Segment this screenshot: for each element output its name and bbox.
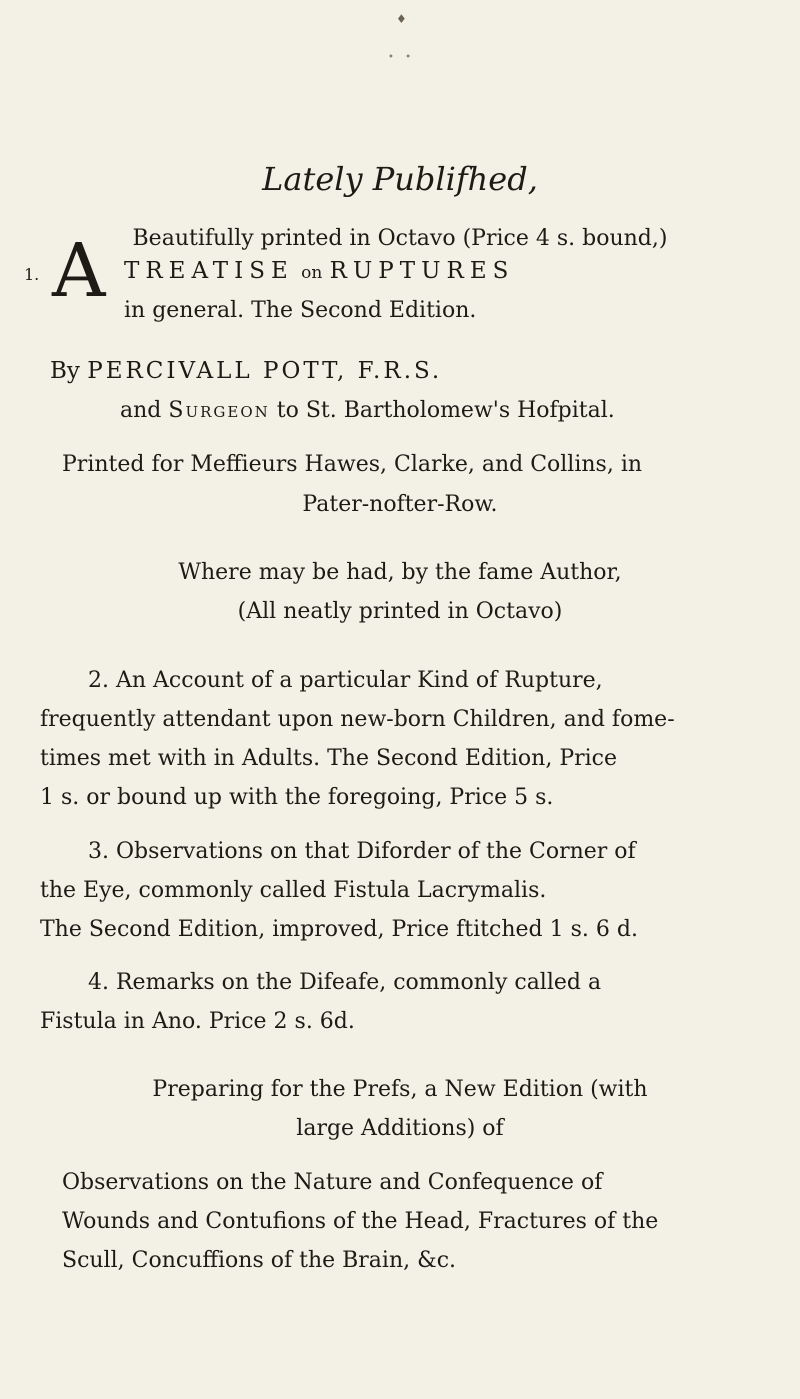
drop-cap: A (52, 228, 106, 314)
item1-line2: in general. The Second Edition. (124, 298, 477, 323)
item2-line: frequently attendant upon new-born Children, and fome- (40, 707, 675, 732)
where-line2: (All neatly printed in Octavo) (237, 599, 563, 624)
where-line1: Where may be had, by the fame Author, (178, 560, 622, 585)
printer-line1: Printed for Meffieurs Hawes, Clarke, and Collins, in (62, 452, 643, 477)
preparing-line2: large Additions) of (296, 1116, 504, 1141)
item3-line: 3. Observations on that Diforder of the Corner of (88, 839, 636, 864)
item3-line: The Second Edition, improved, Price ftitched 1 s. 6 d. (40, 917, 638, 942)
item4-line: Fistula in Ano. Price 2 s. 6d. (40, 1009, 355, 1034)
item1-title-subject: RUPTURES (329, 258, 515, 284)
top-dots: • • (388, 52, 415, 63)
preparing-line5: Scull, Concuffions of the Brain, &c. (62, 1248, 457, 1273)
author-role-and: and (120, 398, 162, 423)
item2-line: times met with in Adults. The Second Edition, Price (40, 746, 618, 771)
item2-line: 2. An Account of a particular Kind of Rupture, (88, 668, 603, 693)
preparing-line3: Observations on the Nature and Confequence of (62, 1170, 603, 1195)
item1-title-on: on (301, 263, 323, 283)
author-line (50, 358, 442, 384)
author-name: PERCIVALL POTT, F.R.S. (87, 358, 443, 384)
author-role-rest: to St. Bartholomew's Hofpital. (276, 398, 615, 423)
intro-line: Beautifully printed in Octavo (Price 4 s. bound,) (132, 226, 668, 251)
author-by: By (50, 358, 80, 384)
preparing-line4: Wounds and Contufions of the Head, Fractures of the (62, 1209, 659, 1234)
page-title: Lately Publifhed, (262, 160, 538, 198)
top-ornament: ♦ (396, 12, 407, 26)
item2-line: 1 s. or bound up with the foregoing, Price 5 s. (40, 785, 554, 810)
preparing-line1: Preparing for the Prefs, a New Edition (with (152, 1077, 648, 1102)
item3-line: the Eye, commonly called Fistula Lacrymalis. (40, 878, 547, 903)
author-role-surgeon: Surgeon (168, 398, 270, 423)
item1-title-line (124, 258, 514, 284)
item1-title-word: TREATISE (124, 258, 294, 284)
item1-number: 1. (24, 265, 40, 284)
printer-line2: Pater-nofter-Row. (302, 492, 498, 517)
author-role (120, 398, 615, 423)
item4-line: 4. Remarks on the Difeafe, commonly called a (88, 970, 602, 995)
